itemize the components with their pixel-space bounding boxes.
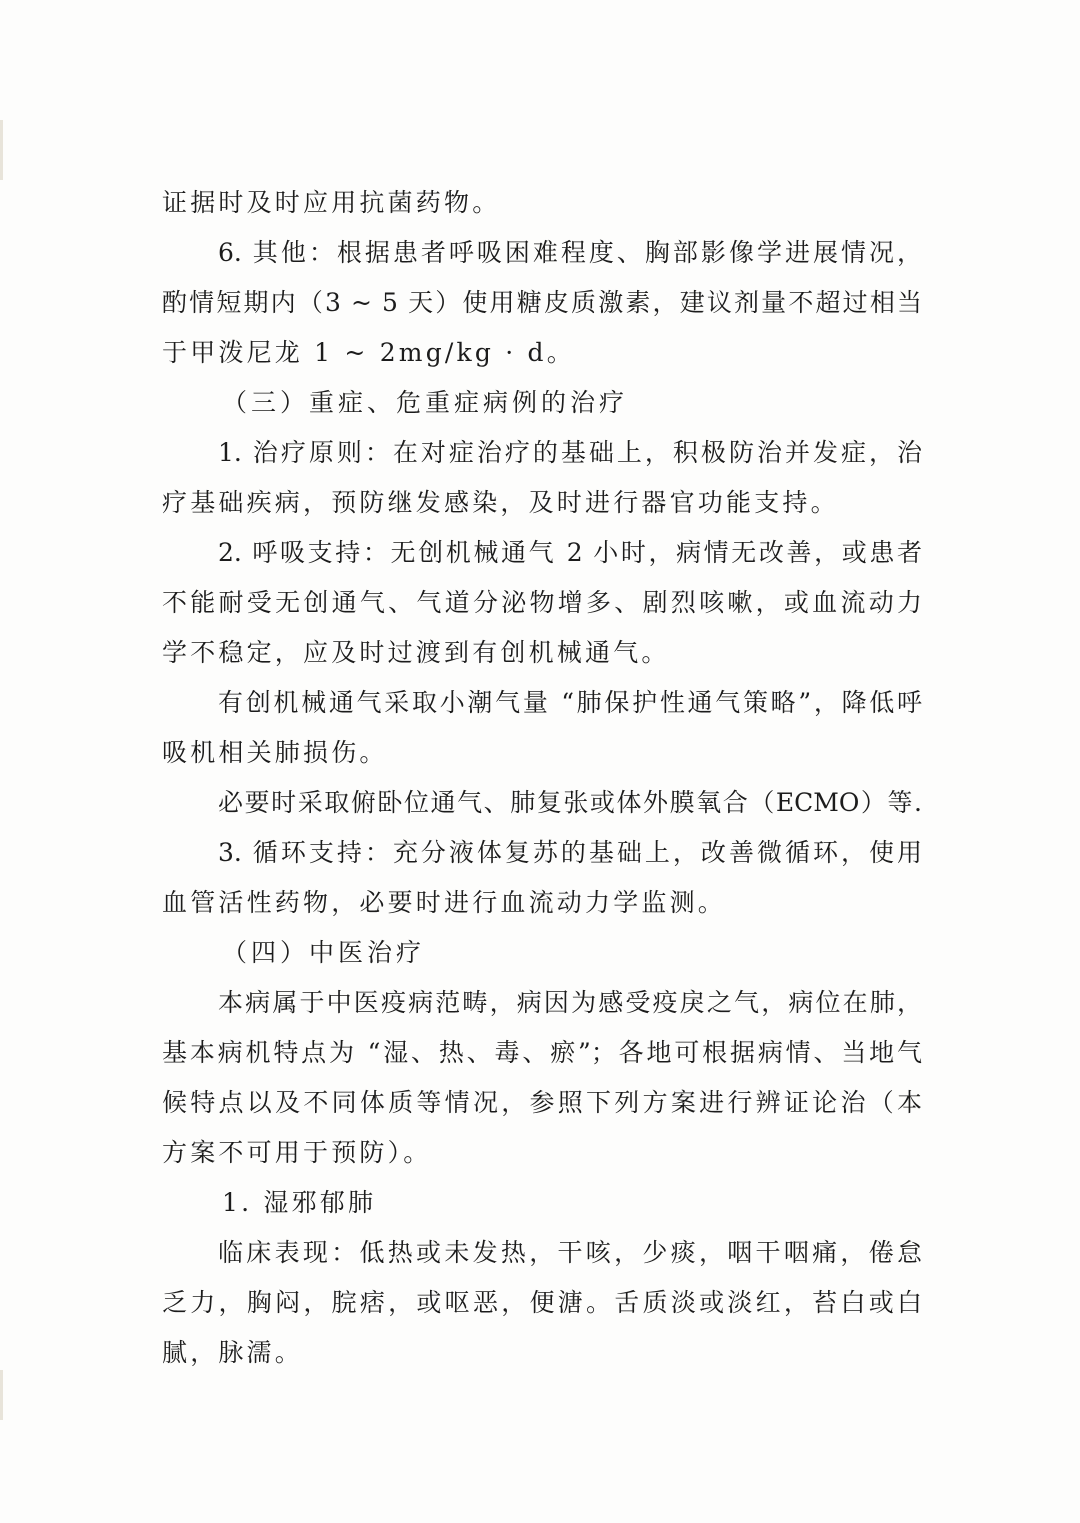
text-line: 1. 治疗原则：在对症治疗的基础上，积极防治并发症，治: [218, 438, 922, 467]
text-line: 腻，脉濡。: [162, 1338, 304, 1367]
text-line: 3. 循环支持：充分液体复苏的基础上，改善微循环，使用: [218, 838, 922, 867]
text-line: 有创机械通气采取小潮气量 “肺保护性通气策略”，降低呼: [218, 688, 922, 717]
text-line: 临床表现：低热或未发热，干咳，少痰，咽干咽痛，倦怠: [218, 1238, 922, 1267]
scan-edge-mark: [0, 120, 3, 180]
text-line: 必要时采取俯卧位通气、肺复张或体外膜氧合（ECMO）等.: [218, 788, 922, 817]
text-line: 酌情短期内（3 ~ 5 天）使用糖皮质激素，建议剂量不超过相当: [162, 288, 922, 317]
section-heading: （三）重症、危重症病例的治疗: [222, 388, 629, 417]
text-line: 候特点以及不同体质等情况，参照下列方案进行辨证论治（本: [162, 1088, 922, 1117]
text-line: 6. 其他：根据患者呼吸困难程度、胸部影像学进展情况，: [218, 238, 922, 267]
text-line: 吸机相关肺损伤。: [162, 738, 388, 767]
subsection-heading: 1. 湿邪郁肺: [222, 1188, 377, 1217]
text-line: 证据时及时应用抗菌药物。: [162, 188, 501, 217]
text-line: 血管活性药物，必要时进行血流动力学监测。: [162, 888, 727, 917]
section-heading: （四）中医治疗: [222, 938, 426, 967]
text-line: 基本病机特点为 “湿、热、毒、瘀”；各地可根据病情、当地气: [162, 1038, 922, 1067]
text-line: 不能耐受无创通气、气道分泌物增多、剧烈咳嗽，或血流动力: [162, 588, 922, 617]
text-line: 疗基础疾病，预防继发感染，及时进行器官功能支持。: [162, 488, 839, 517]
text-line: 学不稳定，应及时过渡到有创机械通气。: [162, 638, 670, 667]
text-line: 本病属于中医疫病范畴，病因为感受疫戾之气，病位在肺，: [218, 988, 922, 1017]
text-line: 于甲泼尼龙 1 ~ 2mg/kg · d。: [162, 338, 575, 367]
text-line: 方案不可用于预防）。: [162, 1138, 432, 1167]
text-line: 2. 呼吸支持：无创机械通气 2 小时，病情无改善，或患者: [218, 538, 922, 567]
scan-edge-mark: [0, 1370, 3, 1420]
text-line: 乏力，胸闷，脘痞，或呕恶，便溏。舌质淡或淡红，苔白或白: [162, 1288, 922, 1317]
